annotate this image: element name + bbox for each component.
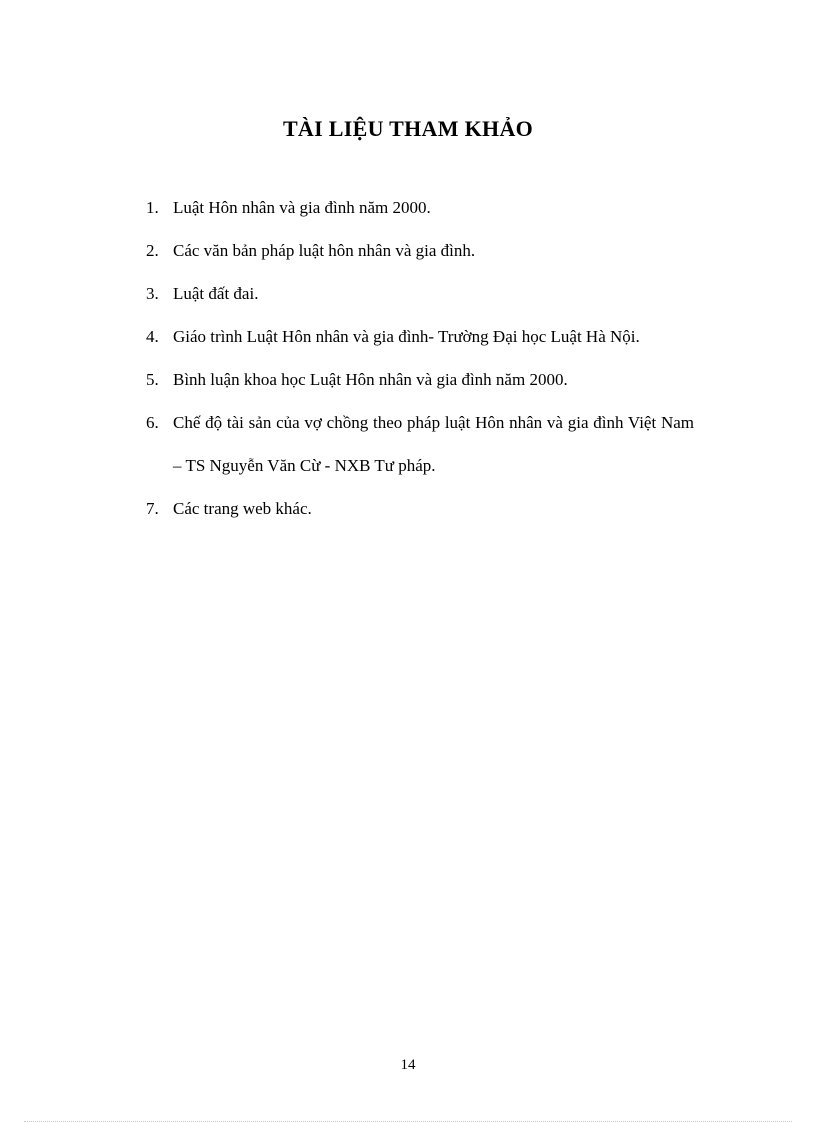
reference-number: 1. xyxy=(146,198,159,217)
reference-text: Các văn bản pháp luật hôn nhân và gia đình. xyxy=(173,241,476,260)
list-item xyxy=(146,358,694,401)
reference-text: Giáo trình Luật Hôn nhân và gia đình- Trường Đại học Luật Hà Nội. xyxy=(173,327,640,346)
page-number: 14 xyxy=(400,1057,416,1073)
page-title: TÀI LIỆU THAM KHẢO xyxy=(282,116,534,141)
list-item xyxy=(146,487,694,530)
page-edge-divider xyxy=(24,1121,792,1122)
reference-number: 7. xyxy=(146,499,159,518)
reference-text: Luật Hôn nhân và gia đình năm 2000. xyxy=(173,198,431,217)
list-item xyxy=(146,186,694,229)
reference-number: 5. xyxy=(146,370,159,389)
reference-number: 4. xyxy=(146,327,159,346)
reference-text: Chế độ tài sản của vợ chồng theo pháp luật Hôn nhân và gia đình Việt Nam – TS Nguyễn Văn Cừ - NXB Tư pháp. xyxy=(173,413,694,475)
reference-number: 3. xyxy=(146,284,159,303)
list-item xyxy=(146,315,694,358)
reference-text: Các trang web khác. xyxy=(173,499,312,518)
list-item xyxy=(146,272,694,315)
list-item xyxy=(146,401,694,487)
reference-list xyxy=(146,186,694,530)
reference-text: Bình luận khoa học Luật Hôn nhân và gia đình năm 2000. xyxy=(173,370,568,389)
reference-text: Luật đất đai. xyxy=(173,284,259,303)
list-item xyxy=(146,229,694,272)
reference-number: 2. xyxy=(146,241,159,260)
reference-number: 6. xyxy=(146,413,159,432)
